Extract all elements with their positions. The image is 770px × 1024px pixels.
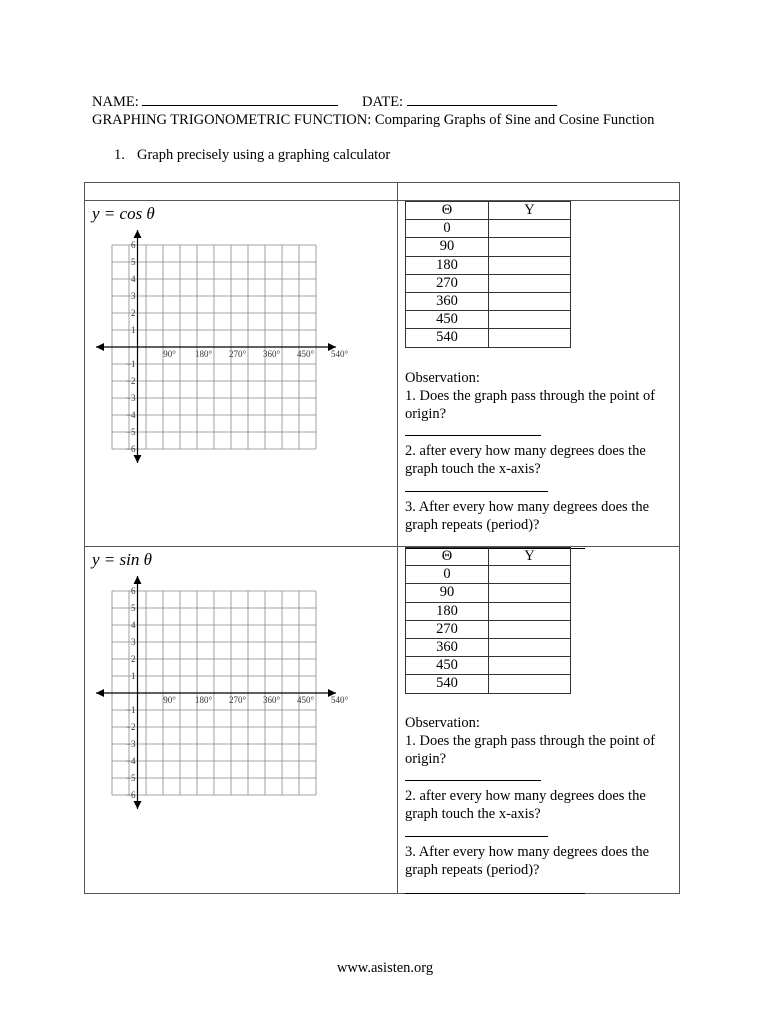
theta-header: Θ xyxy=(406,548,489,566)
table-row xyxy=(406,311,571,329)
y-tick-label: −2 xyxy=(125,722,136,732)
equation-cos: y = cos θ xyxy=(92,204,155,223)
y-header: Y xyxy=(489,548,571,566)
name-blank[interactable] xyxy=(142,104,338,106)
x-tick-label: 360° xyxy=(262,695,281,705)
y-tick-label: −6 xyxy=(125,444,136,454)
question-2: 2. after every how many degrees does the graph touch the x-axis? xyxy=(405,443,646,477)
table-row xyxy=(406,657,571,675)
y-tick-label: 5 xyxy=(131,257,136,267)
y-tick-label: 4 xyxy=(131,274,136,284)
y-tick-label: −4 xyxy=(125,410,136,420)
y-tick-label: 5 xyxy=(131,603,136,613)
theta-cell: 0 xyxy=(406,220,489,238)
cos-observation xyxy=(405,369,673,549)
instruction-number: 1. xyxy=(114,147,125,163)
y-cell[interactable] xyxy=(489,329,571,347)
date-line xyxy=(362,94,557,111)
theta-cell: 450 xyxy=(406,657,489,675)
x-tick-label: 180° xyxy=(194,695,213,705)
y-cell[interactable] xyxy=(489,274,571,292)
y-cell[interactable] xyxy=(489,620,571,638)
table-row xyxy=(406,238,571,256)
y-cell[interactable] xyxy=(489,602,571,620)
column-divider xyxy=(397,182,398,893)
y-tick-label: −1 xyxy=(125,705,136,715)
theta-cell: 180 xyxy=(406,602,489,620)
x-tick-label: 180° xyxy=(194,349,213,359)
theta-cell: 270 xyxy=(406,620,489,638)
table-header-row xyxy=(406,202,571,220)
x-tick-label: 540° xyxy=(330,695,349,705)
theta-cell: 180 xyxy=(406,256,489,274)
name-label: NAME: xyxy=(92,94,139,110)
theta-cell: 270 xyxy=(406,274,489,292)
theta-cell: 90 xyxy=(406,238,489,256)
table-row xyxy=(406,638,571,656)
x-tick-label: 90° xyxy=(163,349,176,359)
y-tick-label: −2 xyxy=(125,376,136,386)
x-tick-label: 450° xyxy=(296,695,315,705)
table-row xyxy=(406,566,571,584)
y-cell[interactable] xyxy=(489,638,571,656)
observation-title: Observation: xyxy=(405,370,480,386)
y-tick-label: 3 xyxy=(131,637,136,647)
x-tick-label: 270° xyxy=(228,349,247,359)
theta-cell: 90 xyxy=(406,584,489,602)
answer-line-2[interactable] xyxy=(405,490,548,492)
y-tick-label: 2 xyxy=(131,308,136,318)
sin-value-table xyxy=(405,547,571,694)
date-blank[interactable] xyxy=(407,104,557,106)
y-tick-label: −5 xyxy=(125,773,136,783)
question-1: 1. Does the graph pass through the point of origin? xyxy=(405,388,656,422)
table-row xyxy=(406,584,571,602)
question-1: 1. Does the graph pass through the point of origin? xyxy=(405,733,656,767)
page-title: GRAPHING TRIGONOMETRIC FUNCTION: Comparing Graphs of Sine and Cosine Function xyxy=(92,112,655,128)
cosine-graph-grid[interactable] xyxy=(92,228,349,478)
sin-observation xyxy=(405,714,673,894)
theta-header: Θ xyxy=(406,202,489,220)
y-cell[interactable] xyxy=(489,256,571,274)
answer-line-1[interactable] xyxy=(405,779,541,781)
y-axis-down-arrow-icon xyxy=(134,455,142,463)
answer-line-2[interactable] xyxy=(405,835,548,837)
y-header: Y xyxy=(489,202,571,220)
table-row xyxy=(406,329,571,347)
y-axis-up-arrow-icon xyxy=(134,230,142,238)
equation-sin: y = sin θ xyxy=(92,550,152,569)
cos-value-table xyxy=(405,201,571,348)
y-tick-label: 1 xyxy=(131,325,136,335)
y-cell[interactable] xyxy=(489,238,571,256)
table-row xyxy=(406,220,571,238)
table-row xyxy=(406,292,571,310)
name-line xyxy=(92,94,338,111)
y-axis-down-arrow-icon xyxy=(134,801,142,809)
y-tick-label: 4 xyxy=(131,620,136,630)
instruction-text: Graph precisely using a graphing calculator xyxy=(137,147,391,163)
y-tick-label: −1 xyxy=(125,359,136,369)
table-header-row xyxy=(406,548,571,566)
answer-line-3[interactable] xyxy=(405,892,585,894)
table-row xyxy=(406,256,571,274)
theta-cell: 360 xyxy=(406,638,489,656)
y-tick-label: 1 xyxy=(131,671,136,681)
header-row-divider xyxy=(84,200,679,201)
table-row xyxy=(406,274,571,292)
footer-url: www.asisten.org xyxy=(336,960,434,976)
date-label: DATE: xyxy=(362,94,404,110)
x-axis-left-arrow-icon xyxy=(96,689,104,697)
y-tick-label: −3 xyxy=(125,739,136,749)
x-tick-label: 270° xyxy=(228,695,247,705)
y-cell[interactable] xyxy=(489,292,571,310)
y-tick-label: −5 xyxy=(125,427,136,437)
y-cell[interactable] xyxy=(489,566,571,584)
table-row xyxy=(406,620,571,638)
question-3: 3. After every how many degrees does the graph repeats (period)? xyxy=(405,844,650,878)
y-cell[interactable] xyxy=(489,584,571,602)
table-row xyxy=(406,675,571,693)
y-tick-label: 3 xyxy=(131,291,136,301)
x-axis-left-arrow-icon xyxy=(96,343,104,351)
y-tick-label: −4 xyxy=(125,756,136,766)
answer-line-1[interactable] xyxy=(405,434,541,436)
table-row xyxy=(406,602,571,620)
x-tick-label: 90° xyxy=(163,695,176,705)
y-axis-up-arrow-icon xyxy=(134,576,142,584)
theta-cell: 540 xyxy=(406,675,489,693)
y-tick-label: 6 xyxy=(131,240,136,250)
theta-cell: 0 xyxy=(406,566,489,584)
y-cell[interactable] xyxy=(489,657,571,675)
y-tick-label: 6 xyxy=(131,586,136,596)
y-tick-label: −3 xyxy=(125,393,136,403)
y-cell[interactable] xyxy=(489,675,571,693)
theta-cell: 450 xyxy=(406,311,489,329)
x-tick-label: 540° xyxy=(330,349,349,359)
y-tick-label: 2 xyxy=(131,654,136,664)
sine-graph-grid[interactable] xyxy=(92,574,349,824)
y-cell[interactable] xyxy=(489,220,571,238)
x-tick-label: 360° xyxy=(262,349,281,359)
theta-cell: 360 xyxy=(406,292,489,310)
y-cell[interactable] xyxy=(489,311,571,329)
observation-title: Observation: xyxy=(405,715,480,731)
x-tick-label: 450° xyxy=(296,349,315,359)
y-tick-label: −6 xyxy=(125,790,136,800)
question-2: 2. after every how many degrees does the graph touch the x-axis? xyxy=(405,788,646,822)
question-3: 3. After every how many degrees does the graph repeats (period)? xyxy=(405,499,650,533)
theta-cell: 540 xyxy=(406,329,489,347)
